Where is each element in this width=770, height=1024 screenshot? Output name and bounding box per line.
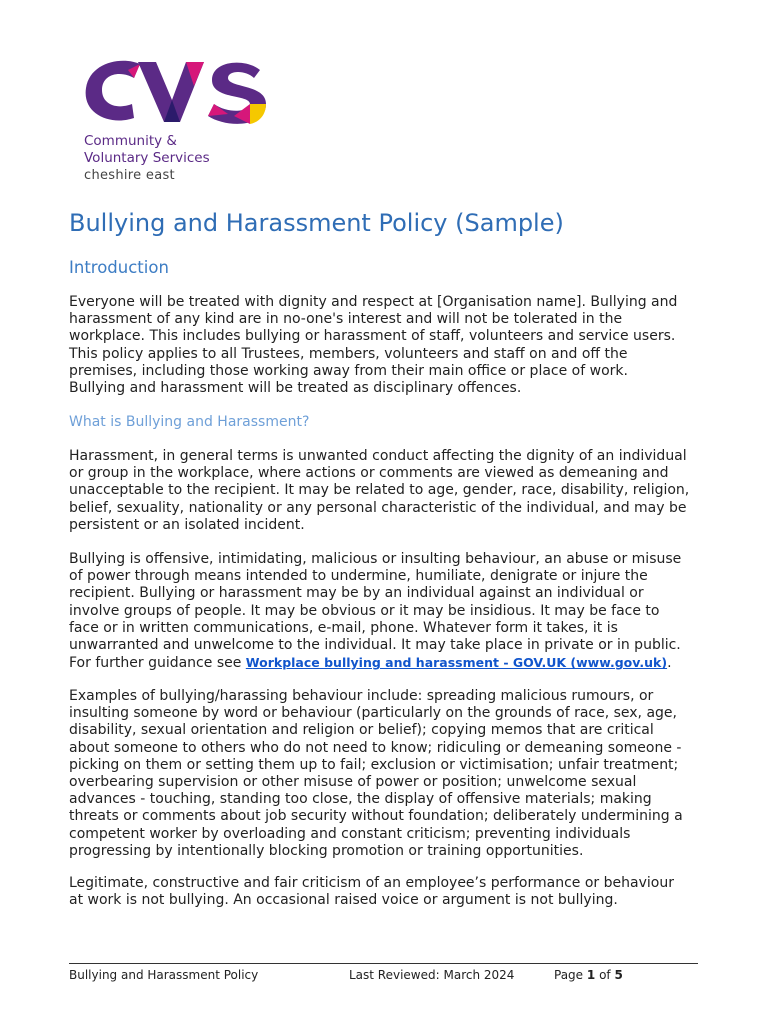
page-footer — [69, 963, 698, 982]
footer-page-number: Page 1 of 5 — [554, 968, 623, 982]
text-line: Bullying and harassment will be treated as disciplinary offences. — [69, 380, 522, 397]
bullying-paragraph — [69, 551, 709, 672]
guidance-suffix: . — [667, 655, 672, 672]
current-page: 1 — [586, 968, 596, 982]
text-line: recipient. Bullying or harassment may be by an individual against an individual or — [69, 585, 644, 602]
intro-heading: Introduction — [69, 258, 169, 277]
guidance-line — [69, 654, 709, 672]
total-pages: 5 — [614, 968, 623, 982]
text-line: workplace. This includes bullying or harassment of staff, volunteers and service users. — [69, 328, 676, 345]
text-line: involve groups of people. It may be obvious or it may be insidious. It may be face to — [69, 602, 660, 619]
text-line: Everyone will be treated with dignity and respect at [Organisation name]. Bullying and — [69, 294, 678, 310]
text-line: progressing by intentionally blocking promotion or training opportunities. — [69, 842, 584, 859]
text-line: of power through means intended to undermine, humiliate, denigrate or injure the — [69, 568, 648, 585]
text-line: Legitimate, constructive and fair criticism of an employee’s performance or behaviour — [69, 875, 674, 891]
text-line: disability, sexual orientation and religion or belief); copying memos that are critical — [69, 722, 654, 739]
text-line: threats or comments about job security without foundation; deliberately undermining a — [69, 808, 683, 825]
text-line: Harassment, in general terms is unwanted conduct affecting the dignity of an individual — [69, 448, 687, 464]
text-line: face or in written communications, e-mail, phone. Whatever form it takes, it is — [69, 619, 618, 636]
text-line: about someone to others who do not need to know; ridiculing or demeaning someone - — [69, 739, 682, 756]
logo-line-1: Community & — [84, 133, 177, 149]
guidance-prefix: For further guidance see — [69, 655, 246, 672]
text-line: belief, sexuality, nationality or any personal characteristic of the individual, and may be — [69, 499, 687, 516]
text-line: advances - touching, standing too close, the display of offensive materials; making — [69, 791, 652, 808]
what-is-heading: What is Bullying and Harassment? — [69, 414, 310, 430]
logo-text — [84, 133, 210, 184]
text-line: at work is not bullying. An occasional raised voice or argument is not bullying. — [69, 892, 618, 909]
text-line: competent worker by overloading and constant criticism; preventing individuals — [69, 825, 631, 842]
text-line: harassment of any kind are in no-one's interest and will not be tolerated in the — [69, 311, 623, 328]
text-line: or group in the workplace, where actions or comments are viewed as demeaning and — [69, 465, 669, 482]
footer-reviewed: Last Reviewed: March 2024 — [349, 968, 515, 982]
text-line: Examples of bullying/harassing behaviour include: spreading malicious rumours, or — [69, 688, 654, 704]
text-line: unacceptable to the recipient. It may be related to age, gender, race, disability, religion, — [69, 482, 690, 499]
legitimate-criticism-paragraph — [69, 875, 709, 909]
text-line: This policy applies to all Trustees, members, volunteers and staff on and off the — [69, 345, 628, 362]
text-line: picking on them or setting them up to fail; exclusion or victimisation; unfair treatment; — [69, 756, 679, 773]
footer-title: Bullying and Harassment Policy — [69, 968, 259, 982]
text-line: Bullying is offensive, intimidating, malicious or insulting behaviour, an abuse or misuse — [69, 551, 682, 567]
gov-uk-link[interactable]: Workplace bullying and harassment - GOV.UK (www.gov.uk) — [245, 655, 668, 671]
examples-paragraph — [69, 688, 709, 860]
harassment-paragraph — [69, 448, 709, 534]
text-line: unwarranted and unwelcome to the individual. It may take place in private or in public. — [69, 637, 681, 654]
text-line: premises, including those working away from their main office or place of work. — [69, 362, 628, 379]
logo-line-3: cheshire east — [84, 168, 175, 183]
logo-line-2: Voluntary Services — [84, 150, 210, 166]
text-line: overbearing supervision or other misuse of power or position; unwelcome sexual — [69, 774, 637, 791]
text-line: insulting someone by word or behaviour (particularly on the grounds of race, sex, age, — [69, 705, 677, 722]
page-title: Bullying and Harassment Policy (Sample) — [69, 209, 564, 237]
intro-paragraph — [69, 294, 709, 397]
text-line: persistent or an isolated incident. — [69, 516, 305, 533]
